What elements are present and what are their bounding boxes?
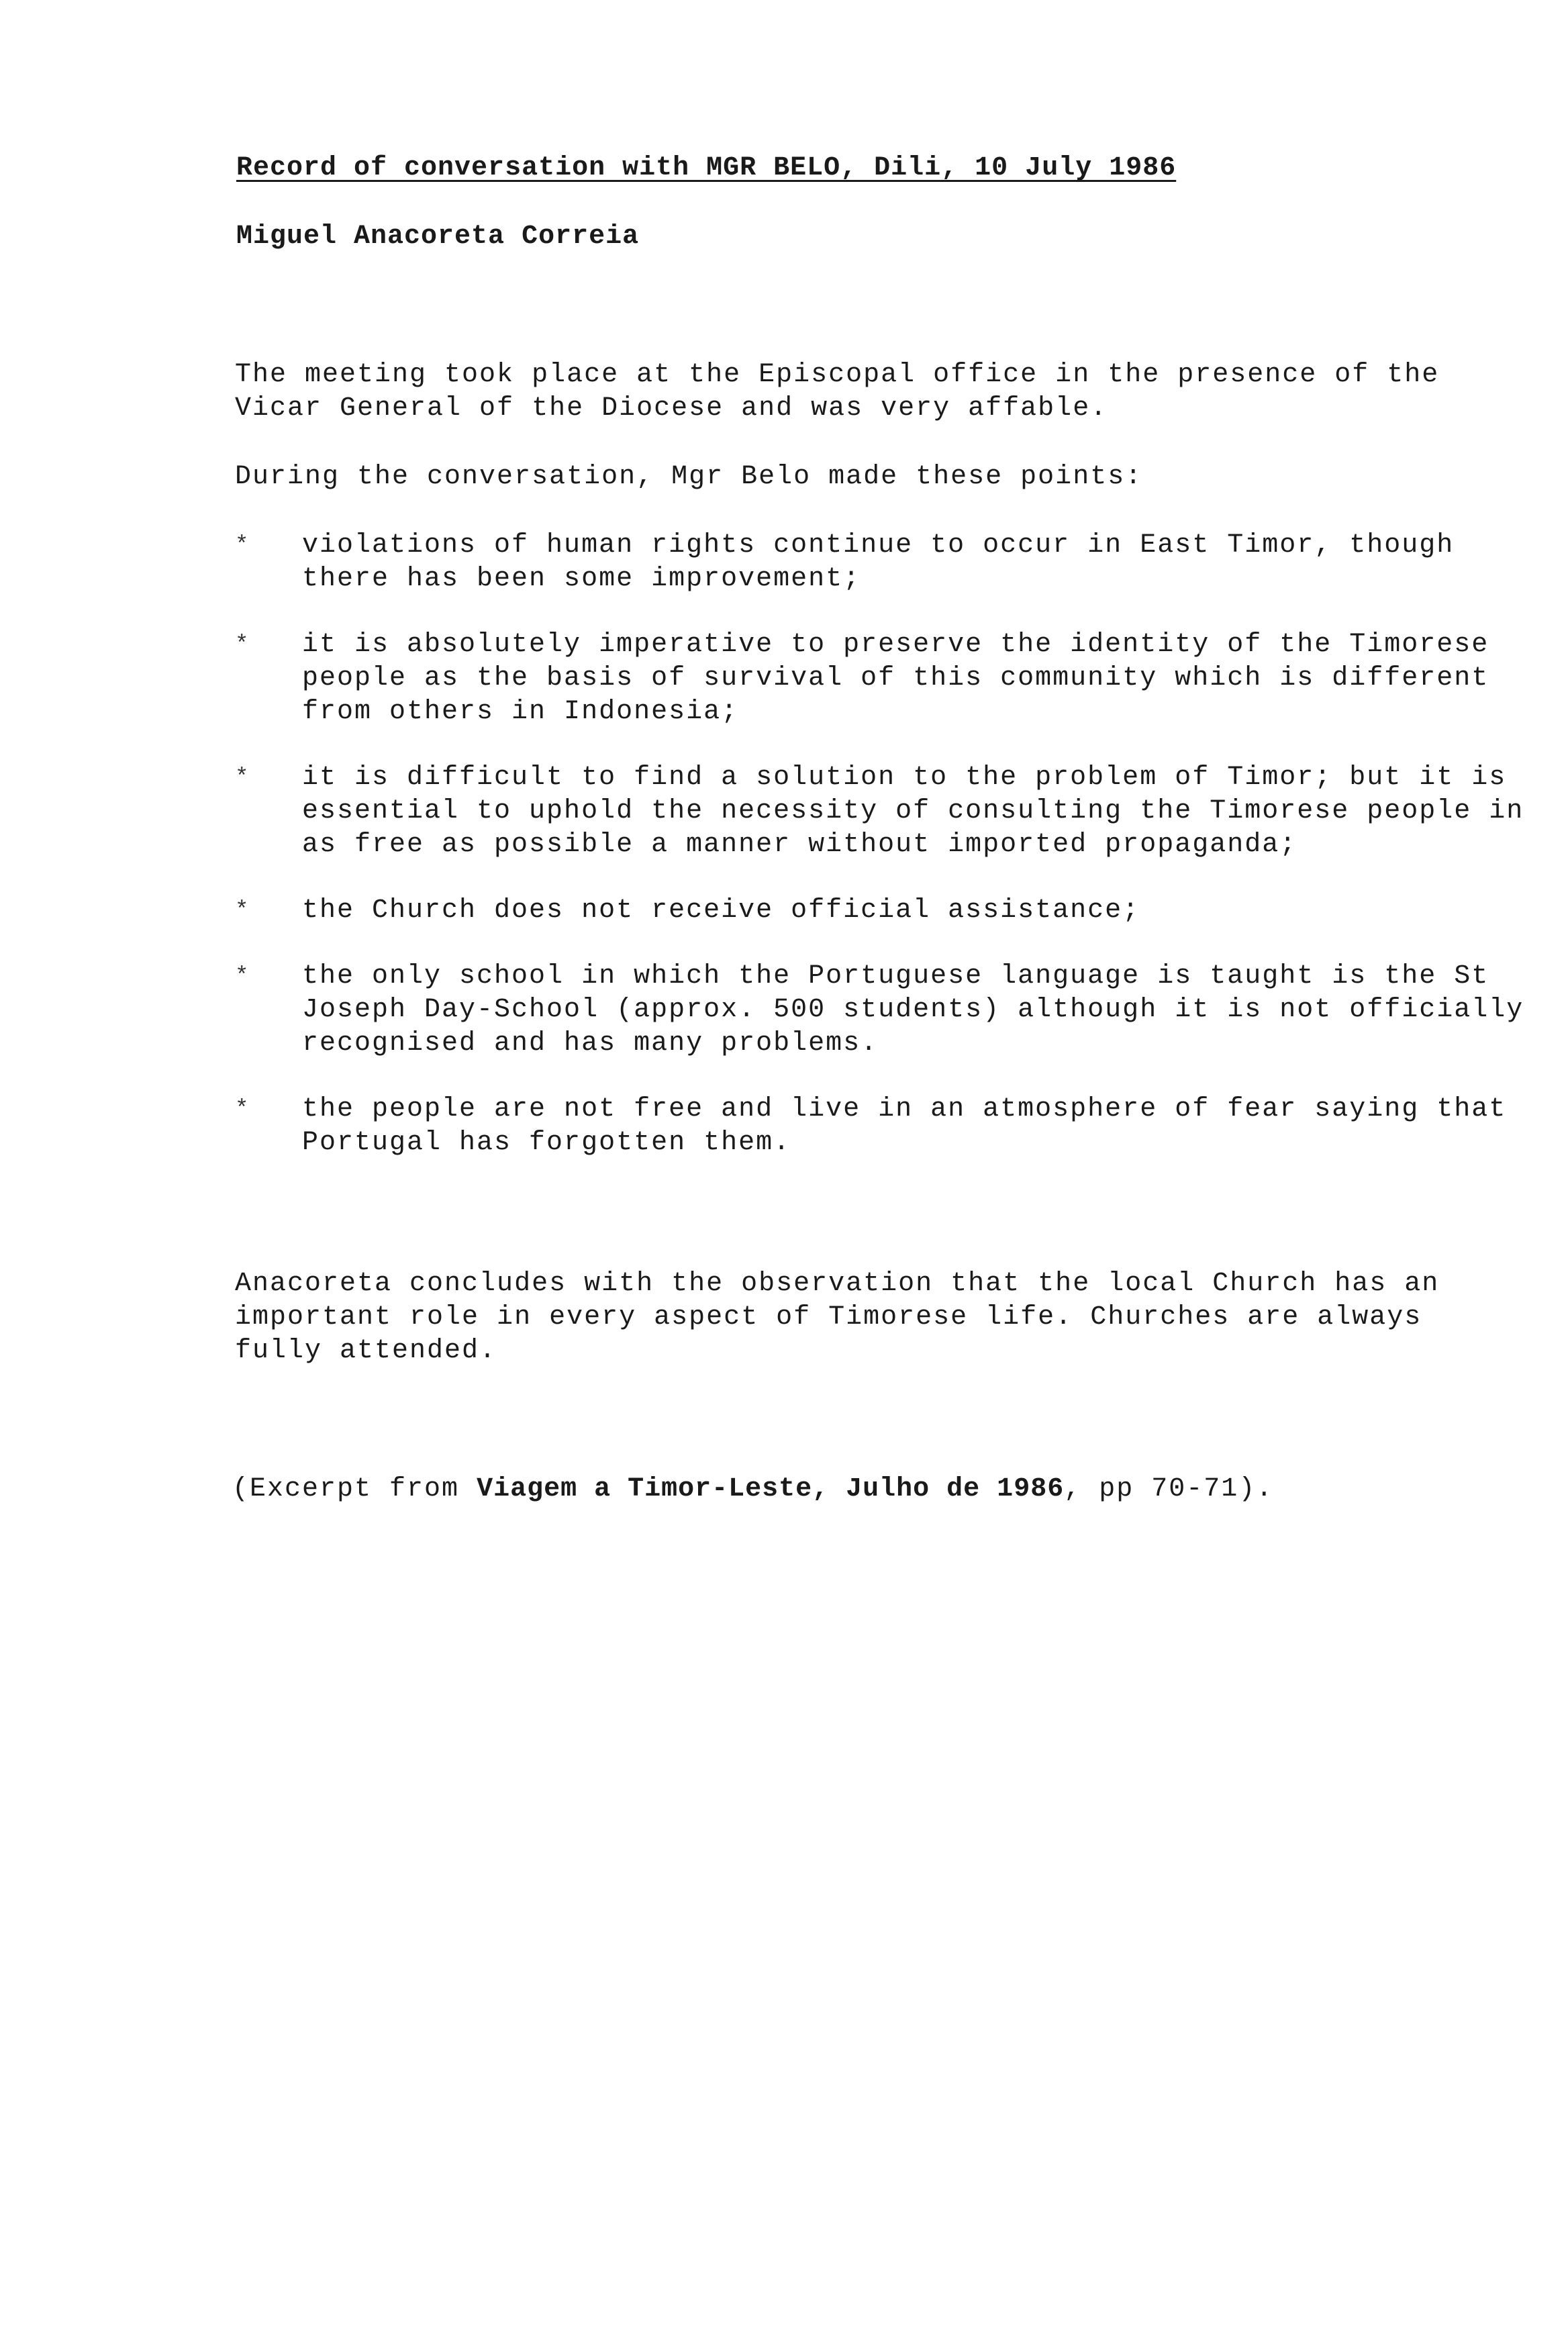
point-text: the only school in which the Portuguese language is taught is the St Joseph Day-School (approx. 500 students) although it is not officially recognised and has many problems.: [302, 961, 1524, 1059]
asterisk-bullet-icon: *: [235, 898, 250, 924]
points-list: [235, 529, 1530, 1160]
list-item: [235, 628, 1530, 729]
point-text: the people are not free and live in an atmosphere of fear saying that Portugal has forgotten them.: [302, 1094, 1507, 1158]
excerpt-citation: [232, 1474, 1273, 1504]
list-item: [235, 529, 1530, 596]
point-text: it is difficult to find a solution to the problem of Timor; but it is essential to uphold the necessity of consulting the Timorese people in as free as possible a manner without imported propaganda;: [302, 763, 1524, 860]
excerpt-suffix: , pp 70-71).: [1064, 1474, 1274, 1504]
asterisk-bullet-icon: *: [235, 632, 250, 658]
asterisk-bullet-icon: *: [235, 1097, 250, 1122]
list-item: [235, 894, 1530, 928]
list-item: [235, 1093, 1530, 1160]
list-item: [235, 761, 1530, 862]
document-title: Record of conversation with MGR BELO, Dili, 10 July 1986: [236, 153, 1177, 183]
list-item: [235, 960, 1530, 1061]
lead-paragraph: During the conversation, Mgr Belo made these points:: [235, 462, 1143, 492]
document-author: Miguel Anacoreta Correia: [236, 222, 640, 252]
excerpt-prefix: (Excerpt from: [232, 1474, 477, 1504]
point-text: the Church does not receive official assistance;: [302, 895, 1140, 926]
asterisk-bullet-icon: *: [235, 765, 250, 791]
point-text: it is absolutely imperative to preserve the identity of the Timorese people as the basis of survival of this community which is different from others in Indonesia;: [302, 630, 1489, 727]
asterisk-bullet-icon: *: [235, 964, 250, 989]
excerpt-source-title: Viagem a Timor-Leste, Julho de 1986: [477, 1474, 1065, 1504]
asterisk-bullet-icon: *: [235, 533, 250, 558]
point-text: violations of human rights continue to occur in East Timor, though there has been some improvement;: [302, 530, 1455, 594]
conclusion-paragraph: Anacoreta concludes with the observation that the local Church has an important role in every aspect of Timorese life. Churches are always fully attended.: [235, 1269, 1440, 1366]
intro-paragraph: The meeting took place at the Episcopal office in the presence of the Vicar General of the Diocese and was very affable.: [235, 360, 1440, 424]
